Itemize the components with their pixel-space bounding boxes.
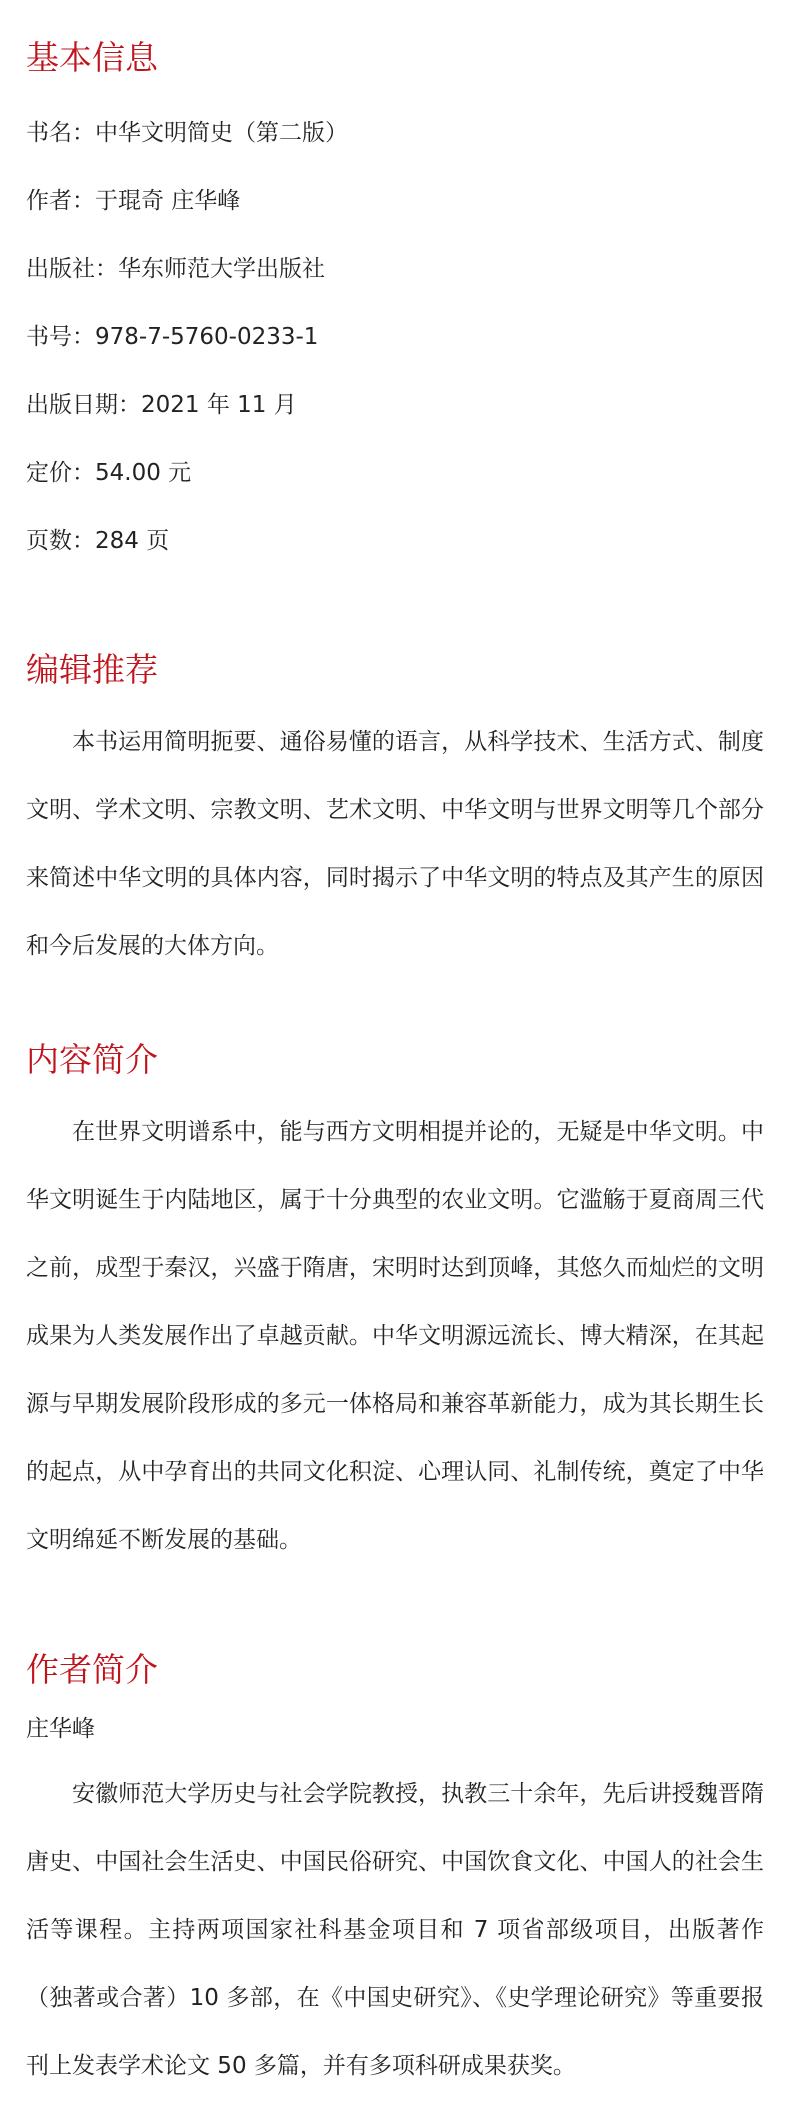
editor-recommend-title: 编辑推荐 (26, 650, 158, 689)
book-name-line: 书名：中华文明简史（第二版） (26, 120, 348, 146)
pages-line: 页数：284 页 (26, 528, 170, 554)
publisher-line: 出版社：华东师范大学出版社 (26, 256, 325, 282)
editor-recommend-text: 本书运用简明扼要、通俗易懂的语言，从科学技术、生活方式、制度文明、学术文明、宗教文明、艺术文明、中华文明与世界文明等几个部分来简述中华文明的具体内容，同时揭示了中华文明的特点及其产生的原因和今后发展的大体方向。 (26, 729, 764, 959)
author-line: 作者：于琨奇 庄华峰 (26, 188, 241, 214)
content-intro-text: 在世界文明谱系中，能与西方文明相提并论的，无疑是中华文明。中华文明诞生于内陆地区，属于十分典型的农业文明。它滥觞于夏商周三代之前，成型于秦汉，兴盛于隋唐，宋明时达到顶峰，其悠久而灿烂的文明成果为人类发展作出了卓越贡献。中华文明源远流长、博大精深，在其起源与早期发展阶段形成的多元一体格局和兼容革新能力，成为其长期生长的起点，从中孕育出的共同文化积淀、心理认同、礼制传统，奠定了中华文明绵延不断发展的基础。 (26, 1119, 764, 1553)
content-intro-section (26, 1040, 764, 1574)
editor-recommend-section (26, 650, 764, 980)
pub-date-line: 出版日期：2021 年 11 月 (26, 392, 297, 418)
content-intro-title: 内容简介 (26, 1040, 158, 1079)
author-intro-text: 安徽师范大学历史与社会学院教授，执教三十余年，先后讲授魏晋隋唐史、中国社会生活史、中国民俗研究、中国饮食文化、中国人的社会生活等课程。主持两项国家社科基金项目和 7 项省部级项目，出版著作（独著或合著）10 多部，在《中国史研究》、《史学理论研究》等重要报刊上发表学术论文 50 多篇，并有多项科研成果获奖。 (26, 1781, 764, 2079)
author-intro-section (26, 1650, 764, 2100)
isbn-line: 书号：978-7-5760-0233-1 (26, 324, 319, 350)
basic-info-title: 基本信息 (26, 38, 158, 77)
author-name: 庄华峰 (26, 1716, 95, 1742)
basic-info-section (26, 38, 764, 554)
price-line: 定价：54.00 元 (26, 460, 192, 486)
author-intro-title: 作者简介 (26, 1650, 158, 1689)
